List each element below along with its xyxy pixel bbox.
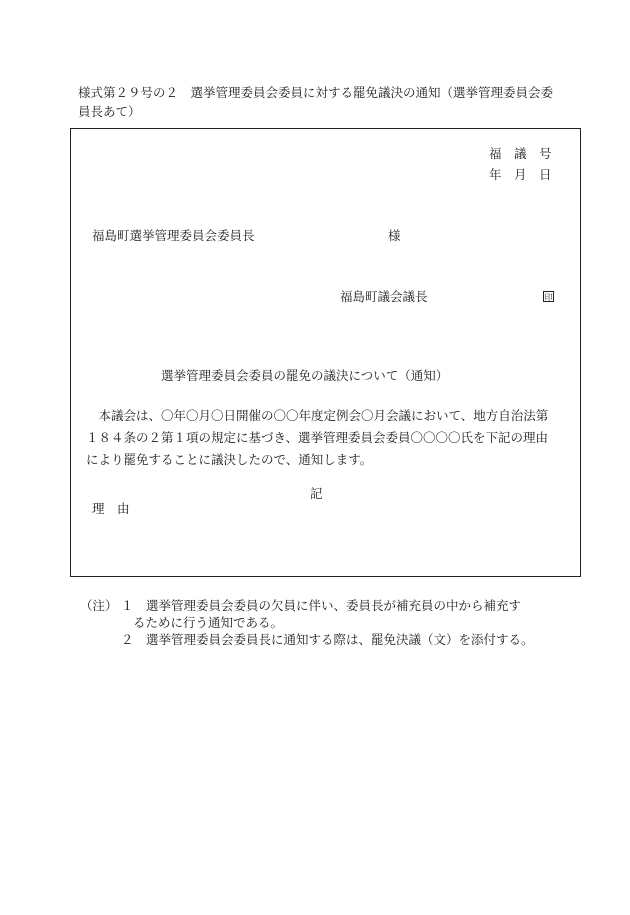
notes-prefix: （注）: [80, 598, 118, 613]
seal-mark: [543, 288, 554, 303]
doc-date: 年 月 日: [489, 167, 552, 182]
seal-icon: 印: [544, 293, 553, 302]
subject-title: 選挙管理委員会委員の罷免の議決について（通知）: [161, 368, 449, 383]
reason-label: 理 由: [92, 501, 130, 516]
recipient-honorific: 様: [388, 228, 401, 243]
body-paragraph: 本議会は、〇年〇月〇日開催の〇〇年度定例会〇月会議において、地方自治法第１８４条の２第１項の規定に基づき、選挙管理委員会委員〇〇〇〇氏を下記の理由により罷免することに議決したので、通知します。: [86, 408, 549, 467]
note-1-number: １: [121, 598, 134, 613]
doc-number-date: [489, 143, 552, 185]
form-heading: 様式第２９号の２ 選挙管理委員会委員に対する罷免議決の通知（選挙管理委員会委員長あて）: [78, 85, 554, 119]
note-1-text-line1: 選挙管理委員会委員の欠員に伴い、委員長が補充員の中から補充す: [146, 598, 522, 613]
notice-frame: [70, 128, 581, 577]
recipient-name: 福島町選挙管理委員会委員長: [92, 228, 255, 243]
note-1-text-line2: るために行う通知である。: [133, 615, 284, 630]
note-2-number: ２: [121, 632, 134, 647]
sender-name: 福島町議会議長: [340, 289, 428, 304]
doc-number: 福 議 号: [489, 146, 552, 161]
note-2-text: 選挙管理委員会委員長に通知する際は、罷免決議（文）を添付する。: [146, 632, 534, 647]
ki-marker: 記: [310, 486, 323, 501]
